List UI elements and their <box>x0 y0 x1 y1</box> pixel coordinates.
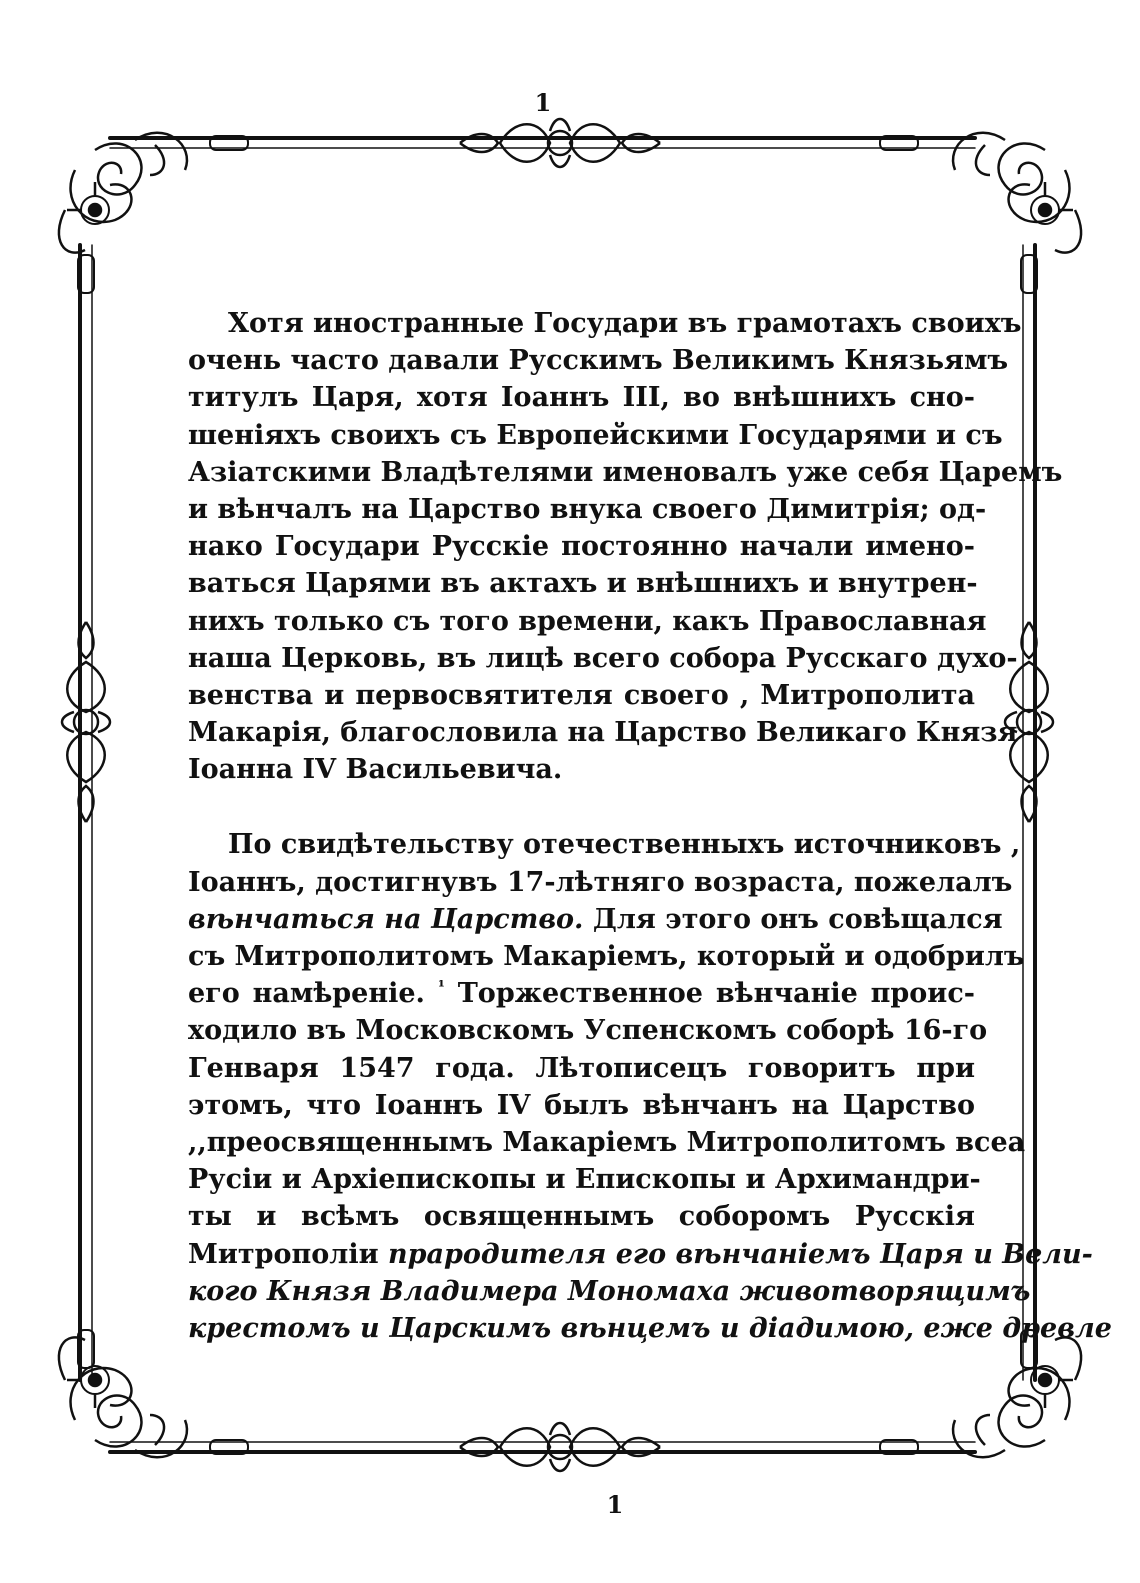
text-segment: Іоаннъ, достигнувъ 17-лѣтняго возраста, пожелалъ <box>188 866 1013 898</box>
text-segment: его намѣреніе. <box>188 978 438 1010</box>
text-line <box>188 826 1021 863</box>
text-line <box>188 1310 1112 1347</box>
floral-knot-mid-icon <box>460 119 660 167</box>
text-segment: ходило въ Московскомъ Успенскомъ соборѣ 16-го <box>188 1015 988 1047</box>
italic-text: прародителя его вѣнчаніемъ Царя и Вели- <box>388 1238 1093 1270</box>
text-line <box>188 565 978 602</box>
document-body <box>188 305 1112 1347</box>
text-line <box>188 1161 981 1198</box>
text-line <box>188 417 1003 454</box>
text-line <box>188 938 1025 975</box>
text-line <box>188 454 1063 491</box>
text-line <box>188 677 975 714</box>
text-line <box>188 1273 1031 1310</box>
text-segment: Іоанна IV Васильевича. <box>188 754 563 786</box>
text-segment: Торжественное вѣнчаніе проис- <box>444 978 975 1010</box>
text-line <box>188 1050 975 1087</box>
text-segment: венства и первосвятителя своего , Митрополита <box>188 679 975 711</box>
text-line <box>188 1198 975 1235</box>
text-line <box>188 975 975 1012</box>
text-segment: ваться Царями въ актахъ и внѣшнихъ и внутрен- <box>188 568 978 600</box>
text-segment: и вѣнчалъ на Царство внука своего Димитрія; од- <box>188 493 987 525</box>
text-line <box>188 379 975 416</box>
text-line <box>188 342 1009 379</box>
text-segment: очень часто давали Русскимъ Великимъ Князьямъ <box>188 345 1009 377</box>
text-segment: нихъ только съ того времени, какъ Православная <box>188 605 987 637</box>
text-segment: Для этого онъ совѣщался <box>583 903 1003 935</box>
text-line <box>188 528 975 565</box>
paragraph <box>188 826 1112 1347</box>
text-segment: съ Митрополитомъ Макаріемъ, который и одобрилъ <box>188 941 1025 972</box>
italic-text: крестомъ и Царскимъ вѣнцемъ и діадимою, еже древле <box>188 1312 1112 1344</box>
text-segment: Генваря 1547 года. Лѣтописецъ говоритъ при <box>188 1052 975 1084</box>
text-segment: этомъ, что Іоаннъ IV былъ вѣнчанъ на Царство <box>188 1089 975 1121</box>
paragraph-gap <box>188 788 975 826</box>
floral-scroll-corner-icon <box>953 1337 1081 1457</box>
text-line <box>188 305 1022 342</box>
paragraph <box>188 305 1063 788</box>
text-line <box>188 1087 975 1124</box>
text-line <box>188 751 975 788</box>
floral-scroll-corner-icon <box>59 133 187 253</box>
text-segment: ,,преосвященнымъ Макаріемъ Митрополитомъ всеа <box>188 1126 1026 1158</box>
text-segment: Азіатскими Владѣтелями именовалъ уже себя Царемъ <box>188 456 1063 488</box>
text-line <box>188 640 1018 677</box>
text-segment: Митрополіи <box>188 1238 389 1270</box>
text-segment: Хотя иностранные Государи въ грамотахъ своихъ <box>228 308 1022 339</box>
page-number-bottom: 1 <box>606 1490 624 1519</box>
footnote-marker: ¹ <box>437 977 445 997</box>
text-segment: Макарія, благословила на Царство Великаго Князя <box>188 717 1018 749</box>
text-line <box>188 714 1018 751</box>
text-line <box>188 1012 988 1049</box>
text-segment: нако Государи Русскіе постоянно начали имено- <box>188 531 975 563</box>
text-line <box>188 603 987 640</box>
text-segment: ты и всѣмъ освященнымъ соборомъ Русскія <box>188 1201 975 1233</box>
italic-text: вѣнчаться на Царство. <box>188 903 584 935</box>
text-segment: По свидѣтельству отечественныхъ источниковъ , <box>228 829 1021 861</box>
floral-knot-mid-icon <box>62 622 110 822</box>
text-segment: наша Церковь, въ лицѣ всего собора Русскаго духо- <box>188 642 1018 674</box>
floral-knot-mid-icon <box>460 1423 660 1471</box>
page-number-top: 1 <box>534 88 552 117</box>
text-line <box>188 1236 1093 1273</box>
text-line <box>188 1124 1026 1161</box>
text-line <box>188 491 987 528</box>
italic-text: кого Князя Владимера Мономаха животворящимъ <box>188 1275 1031 1307</box>
floral-scroll-corner-icon <box>953 133 1081 253</box>
text-segment: титулъ Царя, хотя Іоаннъ III, во внѣшнихъ сно- <box>188 382 975 414</box>
text-segment: шеніяхъ своихъ съ Европейскими Государями и съ <box>188 419 1003 451</box>
text-segment: Русіи и Архіепископы и Епископы и Архимандри- <box>188 1164 981 1196</box>
text-line <box>188 864 1013 901</box>
text-line <box>188 901 1003 938</box>
